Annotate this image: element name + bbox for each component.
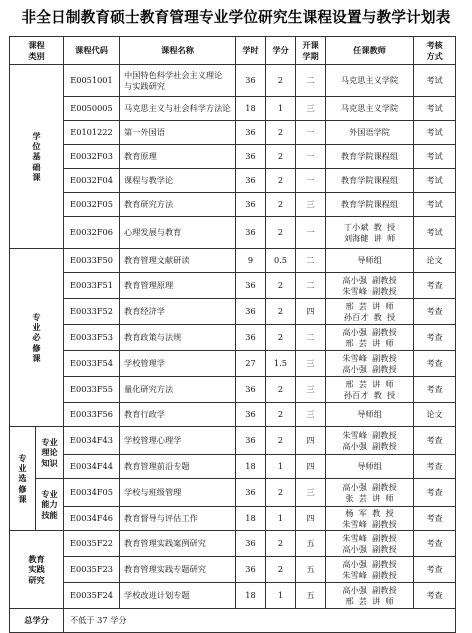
course-teacher: 马克思主义学院 [326,65,414,97]
course-assessment: 考查 [414,351,456,377]
course-teacher: 丁小斌 教 授 刘海健 讲 师 [326,217,414,249]
course-credits: 2 [266,377,296,403]
course-name: 学校管理学 [120,351,236,377]
course-code: E0033F56 [64,403,120,427]
course-code: E0051001 [64,65,120,97]
course-teacher: 邢 芸 讲 师 孙百才 教 授 [326,299,414,325]
header-teacher: 任课教师 [326,37,414,65]
course-assessment: 考试 [414,217,456,249]
table-row [10,403,456,427]
header-credits: 学分 [266,37,296,65]
course-hours: 18 [236,97,266,121]
course-hours: 36 [236,377,266,403]
subgroup-professional-skill: 专业 能力 技能 [36,479,64,531]
course-teacher: 教育学院课程组 [326,193,414,217]
course-credits: 2 [266,299,296,325]
course-name: 教育行政学 [120,403,236,427]
course-teacher: 导师组 [326,249,414,273]
table-row [10,169,456,193]
course-term: 四 [296,299,326,325]
course-teacher: 外国语学院 [326,121,414,145]
table-row [10,427,456,455]
course-credits: 2 [266,273,296,299]
table-row [10,299,456,325]
group-degree-basic: 学 位 基 础 课 [10,65,64,249]
course-credits: 2 [266,427,296,455]
group-practice: 教育 实践 研究 [10,531,64,609]
header-row [10,37,456,65]
course-assessment: 考试 [414,65,456,97]
course-credits: 1 [266,507,296,531]
table-row [10,557,456,583]
course-assessment: 论文 [414,249,456,273]
course-term: 一 [296,169,326,193]
table-row [10,65,456,97]
course-credits: 2 [266,557,296,583]
course-teacher: 邢 芸 讲 师 孙百才 教 授 [326,377,414,403]
course-name: 量化研究方法 [120,377,236,403]
course-credits: 1.5 [266,351,296,377]
course-credits: 2 [266,217,296,249]
table-row [10,217,456,249]
course-name: 心理发展与教育 [120,217,236,249]
course-teacher: 高小强 副教授 朱雪峰 副教授 [326,557,414,583]
course-code: E0033F52 [64,299,120,325]
course-term: 一 [296,145,326,169]
course-assessment: 考查 [414,557,456,583]
course-assessment: 考查 [414,273,456,299]
course-hours: 36 [236,145,266,169]
course-assessment: 考试 [414,169,456,193]
course-hours: 36 [236,325,266,351]
course-name: 学校与班级管理 [120,479,236,507]
course-term: 一 [296,121,326,145]
course-assessment: 考试 [414,193,456,217]
course-teacher: 导师组 [326,455,414,479]
table-row [10,583,456,609]
header-name: 课程名称 [120,37,236,65]
total-row [10,609,456,633]
subgroup-theory-knowledge: 专业 理论 知识 [36,427,64,479]
course-teacher: 高小强 副教授 邢 芸 讲 师 [326,583,414,609]
group-major-elective: 专 业 选 修 课 [10,427,36,531]
course-term: 四 [296,455,326,479]
course-teacher: 马克思主义学院 [326,97,414,121]
group-major-required: 专 业 必 修 课 [10,249,64,427]
course-code: E0033F53 [64,325,120,351]
table-row [10,273,456,299]
course-hours: 36 [236,427,266,455]
course-teacher: 教育学院课程组 [326,169,414,193]
course-credits: 2 [266,121,296,145]
course-term: 二 [296,249,326,273]
course-term: 二 [296,325,326,351]
table-row [10,325,456,351]
course-credits: 1 [266,583,296,609]
course-code: E0034F05 [64,479,120,507]
course-name: 教育经济学 [120,299,236,325]
course-credits: 0.5 [266,249,296,273]
header-assess: 考核 方式 [414,37,456,65]
course-name: 中国特色科学社会主义理论 与实践研究 [120,65,236,97]
course-name: 学校管理心理学 [120,427,236,455]
header-hours: 学时 [236,37,266,65]
course-assessment: 考查 [414,583,456,609]
course-teacher: 朱雪峰 副教授 高小强 副教授 [326,427,414,455]
course-code: E0050005 [64,97,120,121]
course-term: 三 [296,351,326,377]
course-code: E0034F44 [64,455,120,479]
course-term: 三 [296,97,326,121]
course-credits: 2 [266,325,296,351]
header-code: 课程代码 [64,37,120,65]
course-teacher: 高小强 副教授 张 芸 讲 师 [326,479,414,507]
table-row [10,479,456,507]
course-name: 教育原理 [120,145,236,169]
course-teacher: 朱雪峰 副教授 高小强 副教授 [326,531,414,557]
course-teacher: 导师组 [326,403,414,427]
page-title: 非全日制教育硕士教育管理专业学位研究生课程设置与教学计划表 [21,9,451,26]
course-term: 五 [296,583,326,609]
course-assessment: 考查 [414,299,456,325]
table-row [10,531,456,557]
table-row [10,193,456,217]
course-name: 课程与教学论 [120,169,236,193]
curriculum-table [9,36,456,633]
course-hours: 36 [236,479,266,507]
course-code: E0033F50 [64,249,120,273]
course-hours: 36 [236,169,266,193]
course-term: 三 [296,403,326,427]
course-term: 二 [296,65,326,97]
course-credits: 2 [266,193,296,217]
course-credits: 2 [266,479,296,507]
course-teacher: 朱雪峰 副教授 高小强 副教授 [326,351,414,377]
course-hours: 36 [236,531,266,557]
course-term: 五 [296,531,326,557]
table-row [10,145,456,169]
course-name: 教育管理实践专题研究 [120,557,236,583]
course-name: 教育管理原理 [120,273,236,299]
course-name: 教育督导与评估工作 [120,507,236,531]
course-hours: 36 [236,299,266,325]
course-hours: 36 [236,193,266,217]
header-category: 课程 类别 [10,37,64,65]
course-assessment: 论文 [414,403,456,427]
course-assessment: 考查 [414,455,456,479]
course-name: 马克思主义与社会科学方法论 [120,97,236,121]
course-credits: 2 [266,531,296,557]
header-term: 开课 学期 [296,37,326,65]
course-assessment: 考查 [414,325,456,351]
table-row [10,351,456,377]
total-credits-value: 不低于 37 学分 [64,609,456,633]
course-name: 教育管理前沿专题 [120,455,236,479]
course-assessment: 考查 [414,427,456,455]
course-term: 一 [296,217,326,249]
course-teacher: 高小强 副教授 朱雪峰 副教授 [326,273,414,299]
course-code: E0035F22 [64,531,120,557]
course-hours: 36 [236,217,266,249]
course-code: E0035F23 [64,557,120,583]
table-row [10,377,456,403]
course-teacher: 教育学院课程组 [326,145,414,169]
table-row [10,249,456,273]
course-credits: 1 [266,455,296,479]
course-term: 二 [296,273,326,299]
course-hours: 36 [236,403,266,427]
course-code: E0035F24 [64,583,120,609]
course-assessment: 考查 [414,531,456,557]
table-row [10,507,456,531]
course-teacher: 高小强 副教授 邢 芸 讲 师 [326,325,414,351]
course-hours: 27 [236,351,266,377]
course-term: 四 [296,427,326,455]
course-name: 教育研究方法 [120,193,236,217]
course-hours: 18 [236,455,266,479]
course-code: E0033F54 [64,351,120,377]
course-code: E0032F04 [64,169,120,193]
course-name: 教育管理文献研读 [120,249,236,273]
course-teacher: 杨 军 教 授 朱雪峰 副教授 [326,507,414,531]
course-code: E0032F06 [64,217,120,249]
course-name: 第一外国语 [120,121,236,145]
course-term: 五 [296,557,326,583]
course-code: E0032F05 [64,193,120,217]
course-code: E0033F51 [64,273,120,299]
course-code: E0034F46 [64,507,120,531]
course-hours: 36 [236,121,266,145]
course-assessment: 考试 [414,121,456,145]
course-term: 三 [296,479,326,507]
course-name: 教育管理实践案例研究 [120,531,236,557]
course-credits: 2 [266,145,296,169]
course-code: E0033F55 [64,377,120,403]
course-assessment: 考查 [414,479,456,507]
table-row [10,455,456,479]
course-name: 教育政策与法规 [120,325,236,351]
course-name: 学校改进计划专题 [120,583,236,609]
table-row [10,97,456,121]
course-hours: 36 [236,65,266,97]
course-hours: 36 [236,273,266,299]
table-row [10,121,456,145]
course-assessment: 考试 [414,97,456,121]
course-hours: 9 [236,249,266,273]
course-assessment: 考查 [414,507,456,531]
course-hours: 18 [236,507,266,531]
course-credits: 2 [266,403,296,427]
course-hours: 36 [236,557,266,583]
course-hours: 18 [236,583,266,609]
course-term: 四 [296,507,326,531]
course-code: E0034F43 [64,427,120,455]
course-term: 三 [296,377,326,403]
total-credits-label: 总学分 [10,609,64,633]
course-credits: 2 [266,169,296,193]
course-credits: 2 [266,65,296,97]
course-credits: 1 [266,97,296,121]
course-code: E0032F03 [64,145,120,169]
course-code: E0101222 [64,121,120,145]
course-term: 三 [296,193,326,217]
course-assessment: 考查 [414,377,456,403]
course-assessment: 考试 [414,145,456,169]
